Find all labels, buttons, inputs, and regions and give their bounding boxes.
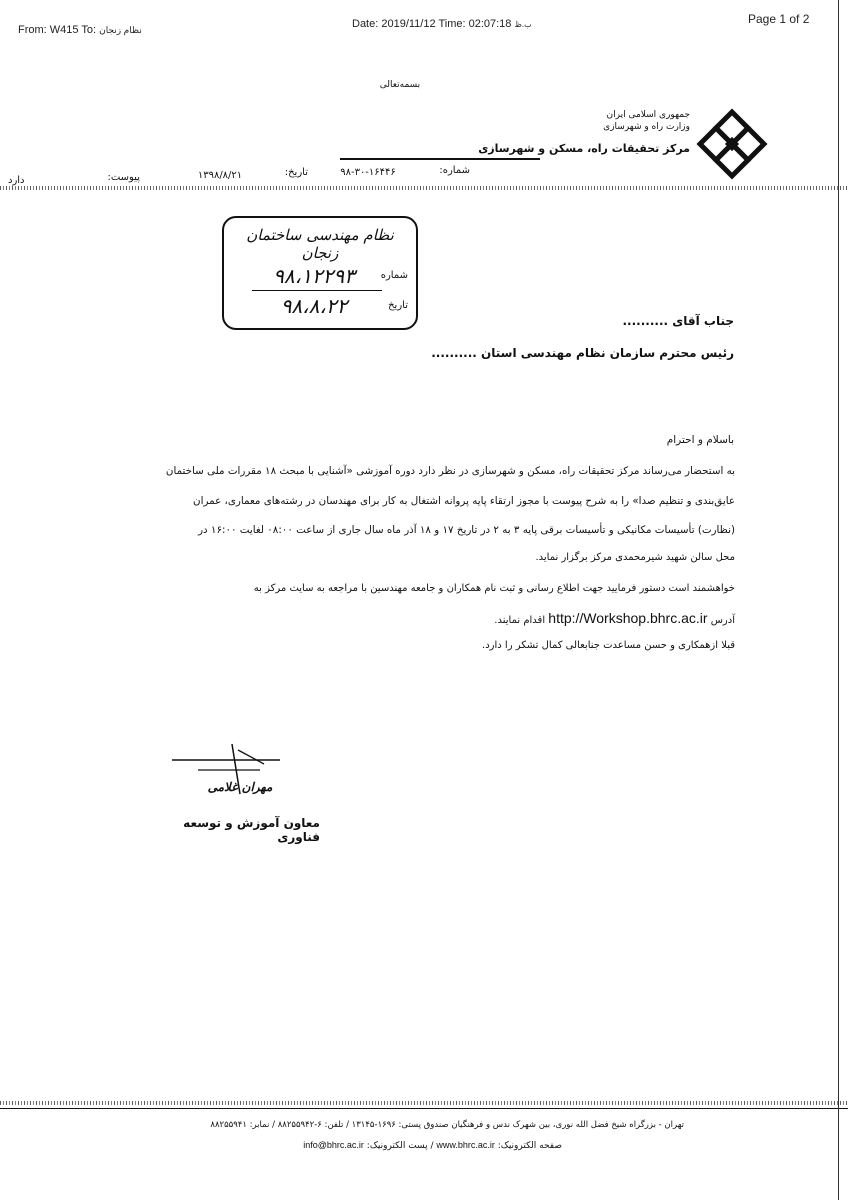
para3: قبلا ازهمکاری و حسن مساعدت جنابعالی کمال تشکر را دارد. [482, 640, 735, 651]
letterhead-ministry [540, 110, 690, 133]
workshop-url[interactable]: http://Workshop.bhrc.ac.ir [548, 610, 708, 626]
fax-to-value: نظام زنجان [99, 25, 142, 35]
footer-web[interactable]: www.bhrc.ac.ir [436, 1140, 495, 1150]
scan-edge-right [838, 0, 839, 1200]
letterhead-line1: جمهوری اسلامی ایران [606, 110, 690, 120]
greeting: باسلام و احترام [666, 434, 734, 446]
basmala: بسمه‌تعالی [379, 80, 421, 90]
para1-line2: عایق‌بندی و تنظیم صدا» را به شرح پیوست با مجوز ارتقاء پایه پروانه اشتغال به کار برای مهندسان در رشته‌های معماری، عمران [193, 495, 735, 507]
para2-line2 [420, 610, 735, 626]
signatory-title: معاون آموزش و توسعه فناوری [183, 816, 320, 844]
fax-from [18, 24, 142, 36]
letterhead-org: مرکز تحقیقات راه، مسکن و شهرسازی [478, 142, 690, 155]
letterhead-rule [340, 158, 540, 160]
number-value: ۹۸-۳۰-۱۶۴۴۶ [340, 167, 396, 178]
fax-time-suffix: ب.ظ [514, 20, 532, 29]
registration-stamp [222, 216, 418, 330]
date-value: ۱۳۹۸/۸/۲۱ [197, 170, 243, 181]
recipient-line2: رئیس محترم سازمان نظام مهندسی استان .......... [431, 346, 734, 360]
recipient-line1: جناب آقای .......... [622, 314, 734, 328]
para1-line3: (نظارت) تأسیسات مکانیکی و تأسیسات برقی پایه ۳ به ۲ در تاریخ ۱۷ و ۱۸ آذر ماه سال جاری از ساعت ۰۸:۰۰ لغایت ۱۶:۰۰ در [198, 524, 735, 536]
stamp-title: نظام مهندسی ساختمان زنجان [246, 226, 394, 262]
bhrc-logo [694, 106, 770, 182]
fax-page-count: Page 1 of 2 [748, 12, 810, 26]
fax-date [352, 18, 532, 30]
stamp-date-label: تاریخ [388, 300, 408, 311]
para2-address-label: آدرس [710, 615, 735, 626]
attachment-label: پیوست: [107, 172, 140, 183]
para1-line4: محل سالن شهید شیرمحمدی مرکز برگزار نماید. [535, 552, 735, 563]
date-label: تاریخ: [284, 167, 308, 178]
para1-line1: به استحضار می‌رساند مرکز تحقیقات راه، مسکن و شهرسازی در نظر دارد دوره آموزشی «آشنایی با مبحث ۱۸ مقررات ملی ساختمان [165, 465, 735, 477]
attachment-value: دارد [8, 175, 25, 186]
scan-noise-top [0, 186, 848, 190]
footer-web-label: صفحه الکترونیک: [497, 1141, 562, 1151]
stamp-number-label: شماره [380, 270, 408, 281]
fax-date-text: Date: 2019/11/12 Time: 02:07:18 [352, 18, 512, 30]
footer-email-label: / پست الکترونیک: [366, 1141, 434, 1151]
footer-address: تهران - بزرگراه شیخ فضل الله نوری، بین شهرک ندس و فرهنگیان صندوق پستی: ۱۶۹۶-۱۳۱۴۵ / تلفن: ۶-۸۸۲۵۵۹۴۲ / نمابر: ۸۸۲۵۵۹۴۱ [210, 1120, 684, 1130]
stamp-date-value: ۹۸،۸،۲۲ [280, 294, 348, 318]
stamp-number-value: ۹۸،۱۲۲۹۳ [273, 264, 355, 288]
signatory-name: مهران غلامی [207, 780, 273, 794]
footer-rule [0, 1108, 848, 1109]
number-label: شماره: [439, 165, 470, 176]
para2-line1: خواهشمند است دستور فرمایید جهت اطلاع رسانی و ثبت نام همکاران و جامعه مهندسین با مراجعه به سایت مرکز به [253, 583, 735, 594]
footer-web-line [250, 1140, 562, 1151]
scan-noise-bottom [0, 1101, 848, 1105]
fax-from-label: From: W415 To: [18, 24, 97, 36]
bhrc-logo-icon [694, 106, 770, 182]
footer-email[interactable]: info@bhrc.ac.ir [303, 1140, 364, 1150]
stamp-divider [252, 290, 382, 291]
para2-end: اقدام نمایند. [494, 615, 546, 626]
letterhead-line2: وزارت راه و شهرسازی [603, 121, 690, 132]
